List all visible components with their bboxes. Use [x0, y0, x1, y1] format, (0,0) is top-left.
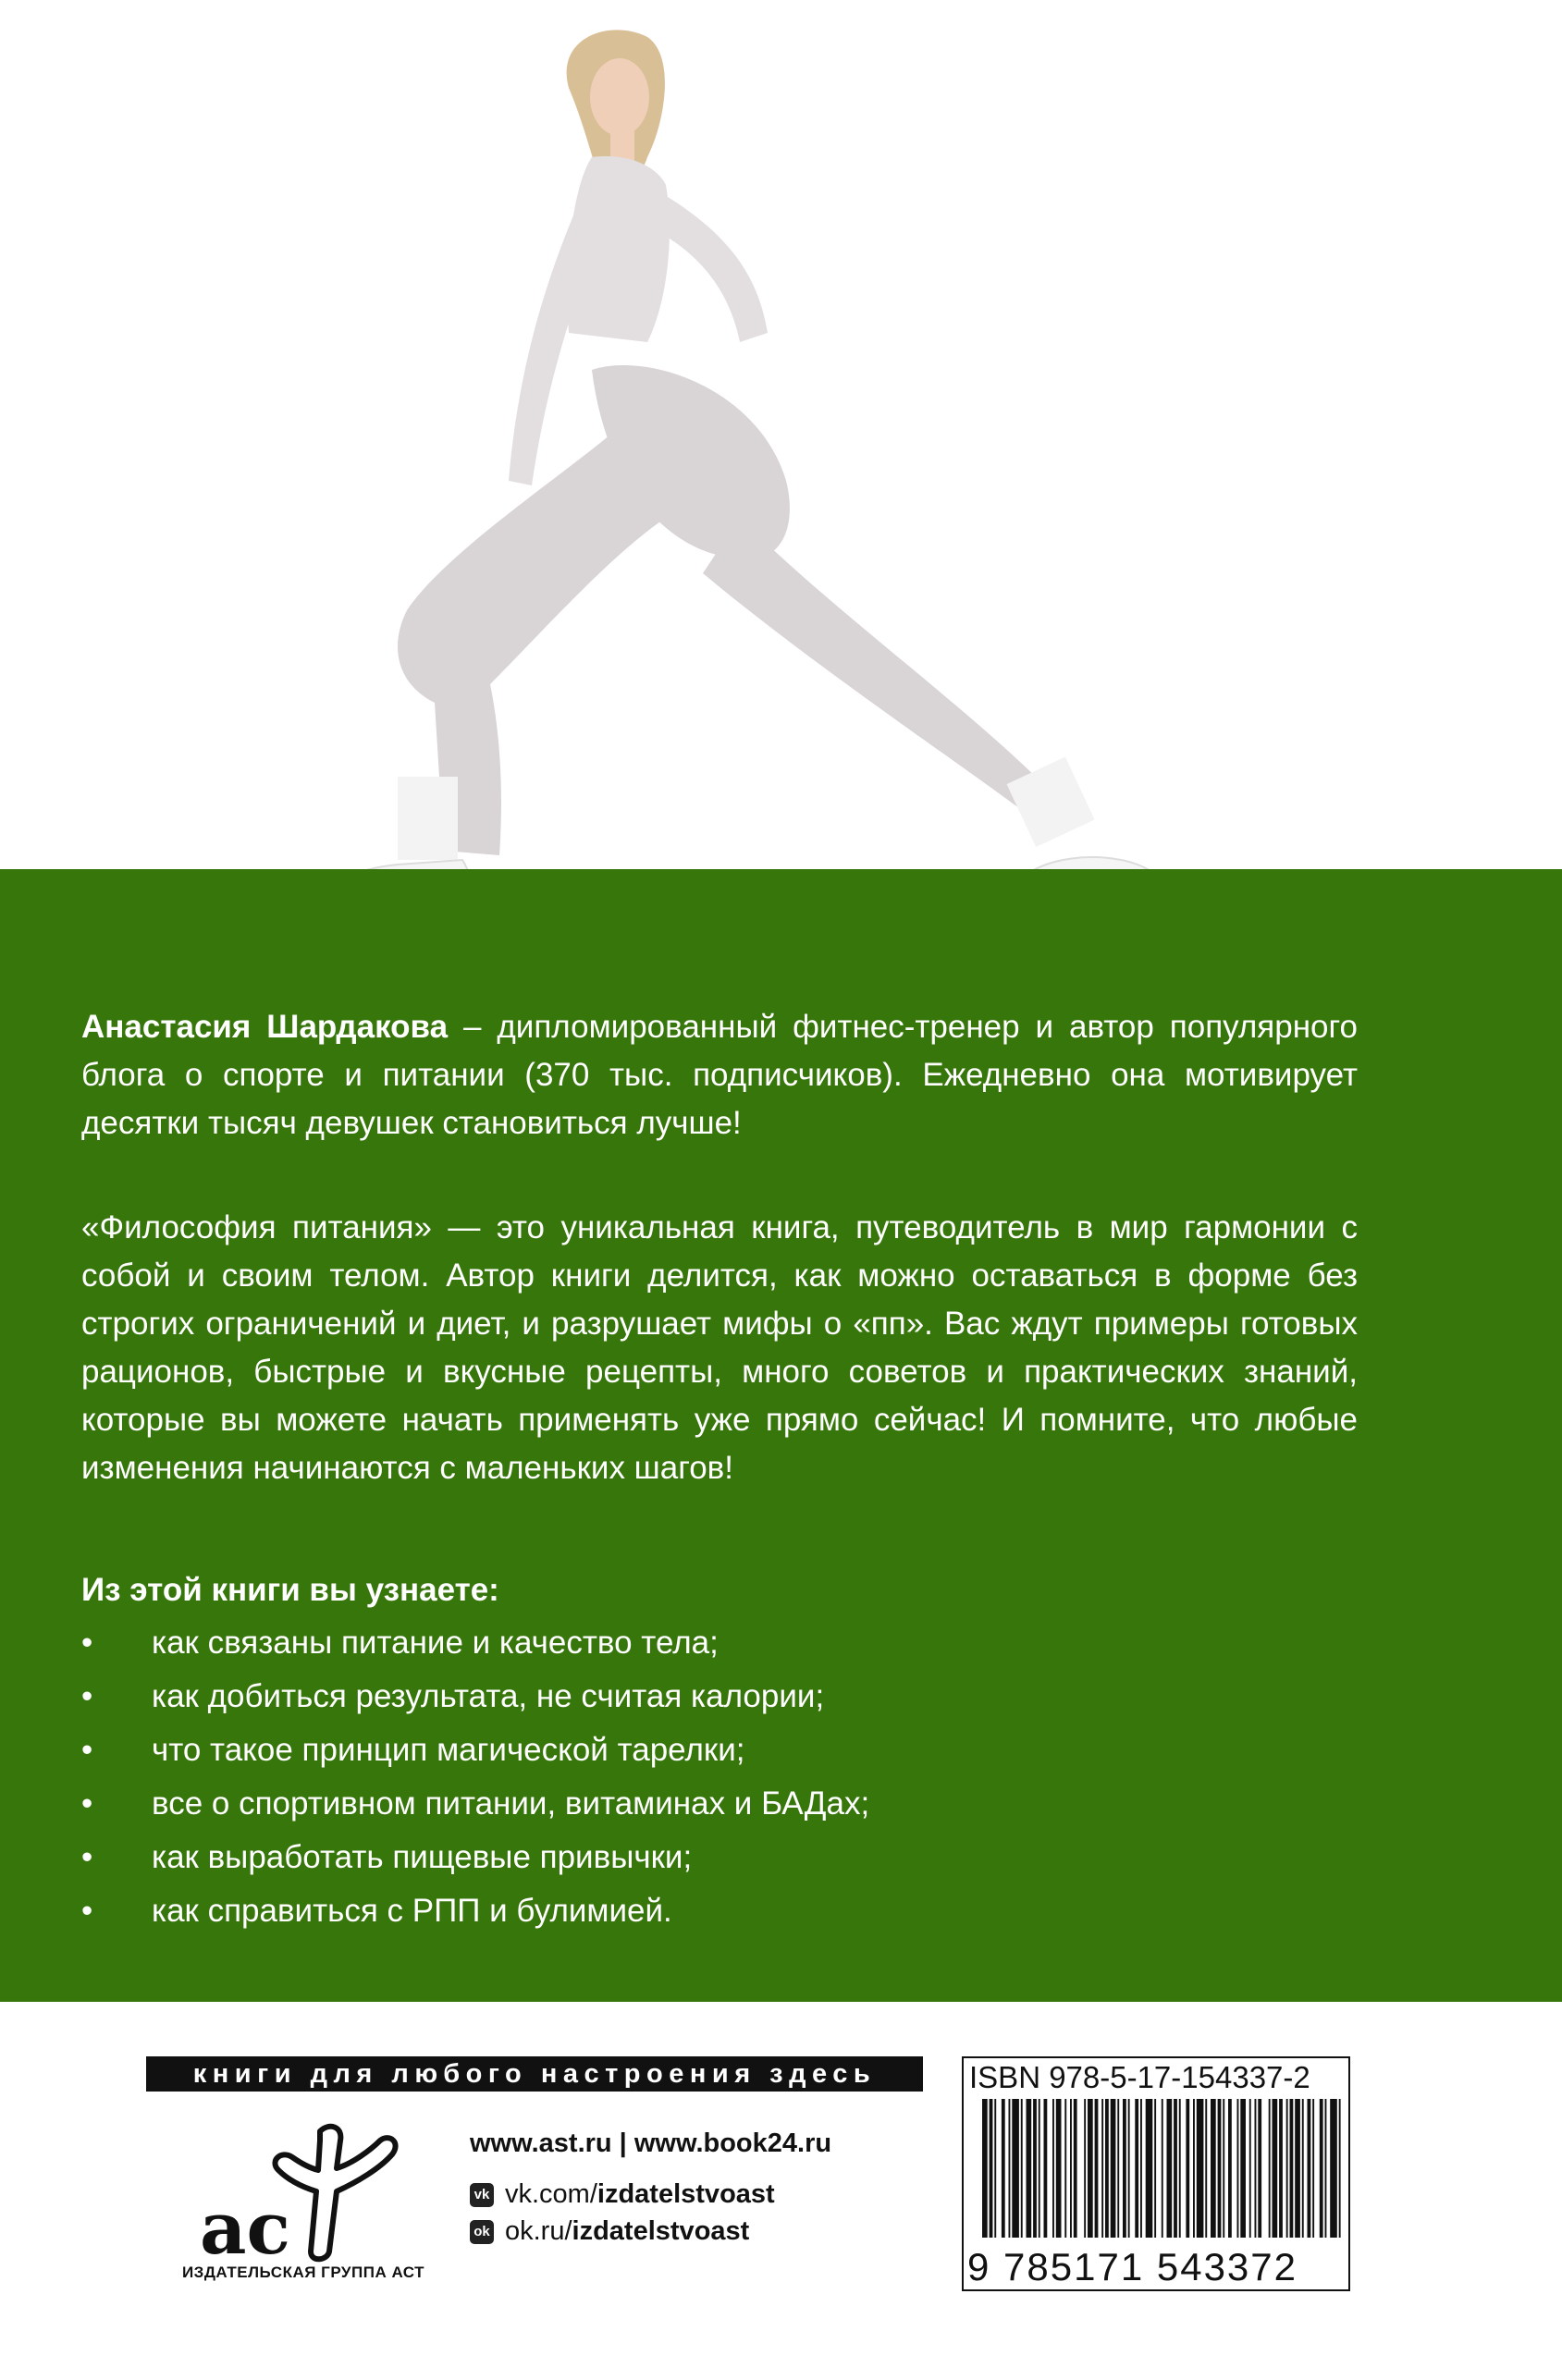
slogan-banner: книги для любого настроения здесь	[146, 2056, 923, 2092]
barcode-bar	[1162, 2099, 1163, 2238]
bullet: •	[81, 1625, 93, 1661]
barcode-bar	[1027, 2099, 1032, 2238]
barcode-bar	[1258, 2099, 1261, 2238]
publisher-name: ИЗДАТЕЛЬСКАЯ ГРУППА АСТ	[181, 2263, 425, 2281]
barcode-bar	[1330, 2099, 1337, 2238]
barcode-bar	[1279, 2099, 1283, 2238]
ok-link[interactable]	[470, 2216, 749, 2247]
barcode-bar	[1039, 2099, 1040, 2238]
list-item	[81, 1674, 1284, 1727]
barcode-bar	[1312, 2099, 1314, 2238]
barcode-bar	[1012, 2099, 1019, 2238]
list-item-text: как связаны питание и качество тела;	[152, 1625, 719, 1661]
ok-icon: ok	[470, 2220, 494, 2244]
bullet: •	[81, 1785, 93, 1822]
barcode-bar	[1044, 2099, 1048, 2238]
ok-prefix: ok.ru/	[505, 2216, 572, 2246]
barcode-bar	[1052, 2099, 1054, 2238]
list-item	[81, 1781, 1284, 1834]
bullet: •	[81, 1839, 93, 1875]
vk-handle: izdatelstvoast	[597, 2179, 775, 2209]
barcode-bar	[1123, 2099, 1126, 2238]
barcode-bar	[1273, 2099, 1278, 2238]
barcode-bar	[1320, 2099, 1323, 2238]
barcode-bar	[1205, 2099, 1207, 2238]
list-item	[81, 1620, 1284, 1674]
barcode-bar	[1237, 2099, 1239, 2238]
barcode-bar	[1228, 2099, 1232, 2238]
barcode-bar	[1197, 2099, 1204, 2238]
list-item	[81, 1888, 1284, 1942]
barcode-bar	[1325, 2099, 1327, 2238]
svg-text:ac: ac	[200, 2187, 291, 2271]
barcode-bar	[990, 2099, 993, 2238]
barcode-bar	[1218, 2099, 1222, 2238]
ok-handle: izdatelstvoast	[572, 2216, 750, 2246]
list-item-text: что такое принцип магической тарелки;	[152, 1732, 745, 1768]
barcode-bar	[1302, 2099, 1304, 2238]
barcode-bar	[1308, 2099, 1311, 2238]
barcode-bar	[1154, 2099, 1156, 2238]
barcode-bar	[1105, 2099, 1109, 2238]
barcode-bar	[1240, 2099, 1246, 2238]
barcode-bar	[1074, 2099, 1077, 2238]
barcode-bar	[1146, 2099, 1153, 2238]
list-item-text: как выработать пищевые привычки;	[152, 1839, 693, 1875]
barcode-bar	[1269, 2099, 1271, 2238]
barcode-bar	[1128, 2099, 1130, 2238]
barcode-bar	[1064, 2099, 1066, 2238]
list-item	[81, 1727, 1284, 1781]
barcode-bar	[1255, 2099, 1257, 2238]
list-item-text: как добиться результата, не считая калории;	[152, 1678, 825, 1714]
barcode-bar	[1009, 2099, 1011, 2238]
barcode-bar	[1084, 2099, 1086, 2238]
barcode-bar	[1211, 2099, 1216, 2238]
ean-digits: 9 785171 543372	[967, 2245, 1298, 2288]
cover-photo	[0, 0, 1562, 869]
book-description: «Философия питания» — это уникальная книга, путеводитель в мир гармонии с собой и своим телом. Автор книги делится, как можно оставаться в форме без строгих ограничений и диет, и разрушает мифы о «пп». Вас ждут примеры готовых рационов, быстрые и вкусные рецепты, много советов и практических знаний, которые вы можете начать применять уже прямо сейчас! И помните, что любые изменения начинаются с маленьких шагов!	[81, 1209, 1358, 1486]
barcode-bar	[1167, 2099, 1173, 2238]
bullet: •	[81, 1678, 93, 1714]
barcode-bar	[1249, 2099, 1251, 2238]
barcode-bar	[1140, 2099, 1142, 2238]
learn-title: Из этой книги вы узнаете:	[81, 1572, 499, 1608]
author-name: Анастасия Шардакова	[81, 1009, 449, 1045]
barcode-bar	[1174, 2099, 1177, 2238]
learn-list	[81, 1620, 1284, 1942]
barcode-bar	[1135, 2099, 1138, 2238]
barcode-bar	[1339, 2099, 1341, 2238]
barcode-bar	[1223, 2099, 1224, 2238]
barcode-bar	[1095, 2099, 1099, 2238]
barcode-bar	[1117, 2099, 1119, 2238]
vk-link[interactable]	[470, 2179, 775, 2210]
barcode-bar	[1070, 2099, 1072, 2238]
barcode-bar	[982, 2099, 988, 2238]
model-photo	[0, 0, 1562, 869]
barcode-bar	[1056, 2099, 1062, 2238]
author-bio	[81, 1003, 1358, 1147]
bullet: •	[81, 1893, 93, 1929]
ast-logo-icon	[181, 2113, 422, 2279]
vk-prefix: vk.com/	[505, 2179, 597, 2209]
vk-icon: vk	[470, 2183, 494, 2207]
barcode-bar	[1193, 2099, 1195, 2238]
list-item	[81, 1834, 1284, 1888]
barcode-bar	[1186, 2099, 1189, 2238]
barcode-bar	[1286, 2099, 1288, 2238]
author-bio-text: – дипломированный фитнес-тренер и автор популярного блога о спорте и питании (370 тыс. подписчиков). Ежедневно она мотивирует десятки тысяч девушек становиться лучше!	[81, 1009, 1358, 1141]
barcode-bar	[1021, 2099, 1023, 2238]
barcode-bar	[1088, 2099, 1093, 2238]
barcode-bar	[1290, 2099, 1294, 2238]
isbn-number: ISBN 978-5-17-154337-2	[969, 2060, 1310, 2094]
barcode-bar	[1295, 2099, 1300, 2238]
website-links[interactable]: www.ast.ru | www.book24.ru	[470, 2129, 832, 2158]
list-item-text: все о спортивном питании, витаминах и БАДах;	[152, 1785, 870, 1822]
barcode-bar	[1033, 2099, 1037, 2238]
barcode-bar	[1179, 2099, 1181, 2238]
barcode-bar	[1002, 2099, 1005, 2238]
barcode-icon	[982, 2099, 1343, 2238]
list-item-text: как справиться с РПП и булимией.	[152, 1893, 672, 1929]
barcode-bar	[994, 2099, 996, 2238]
barcode-bar	[1101, 2099, 1103, 2238]
bullet: •	[81, 1732, 93, 1768]
barcode-bar	[1111, 2099, 1116, 2238]
